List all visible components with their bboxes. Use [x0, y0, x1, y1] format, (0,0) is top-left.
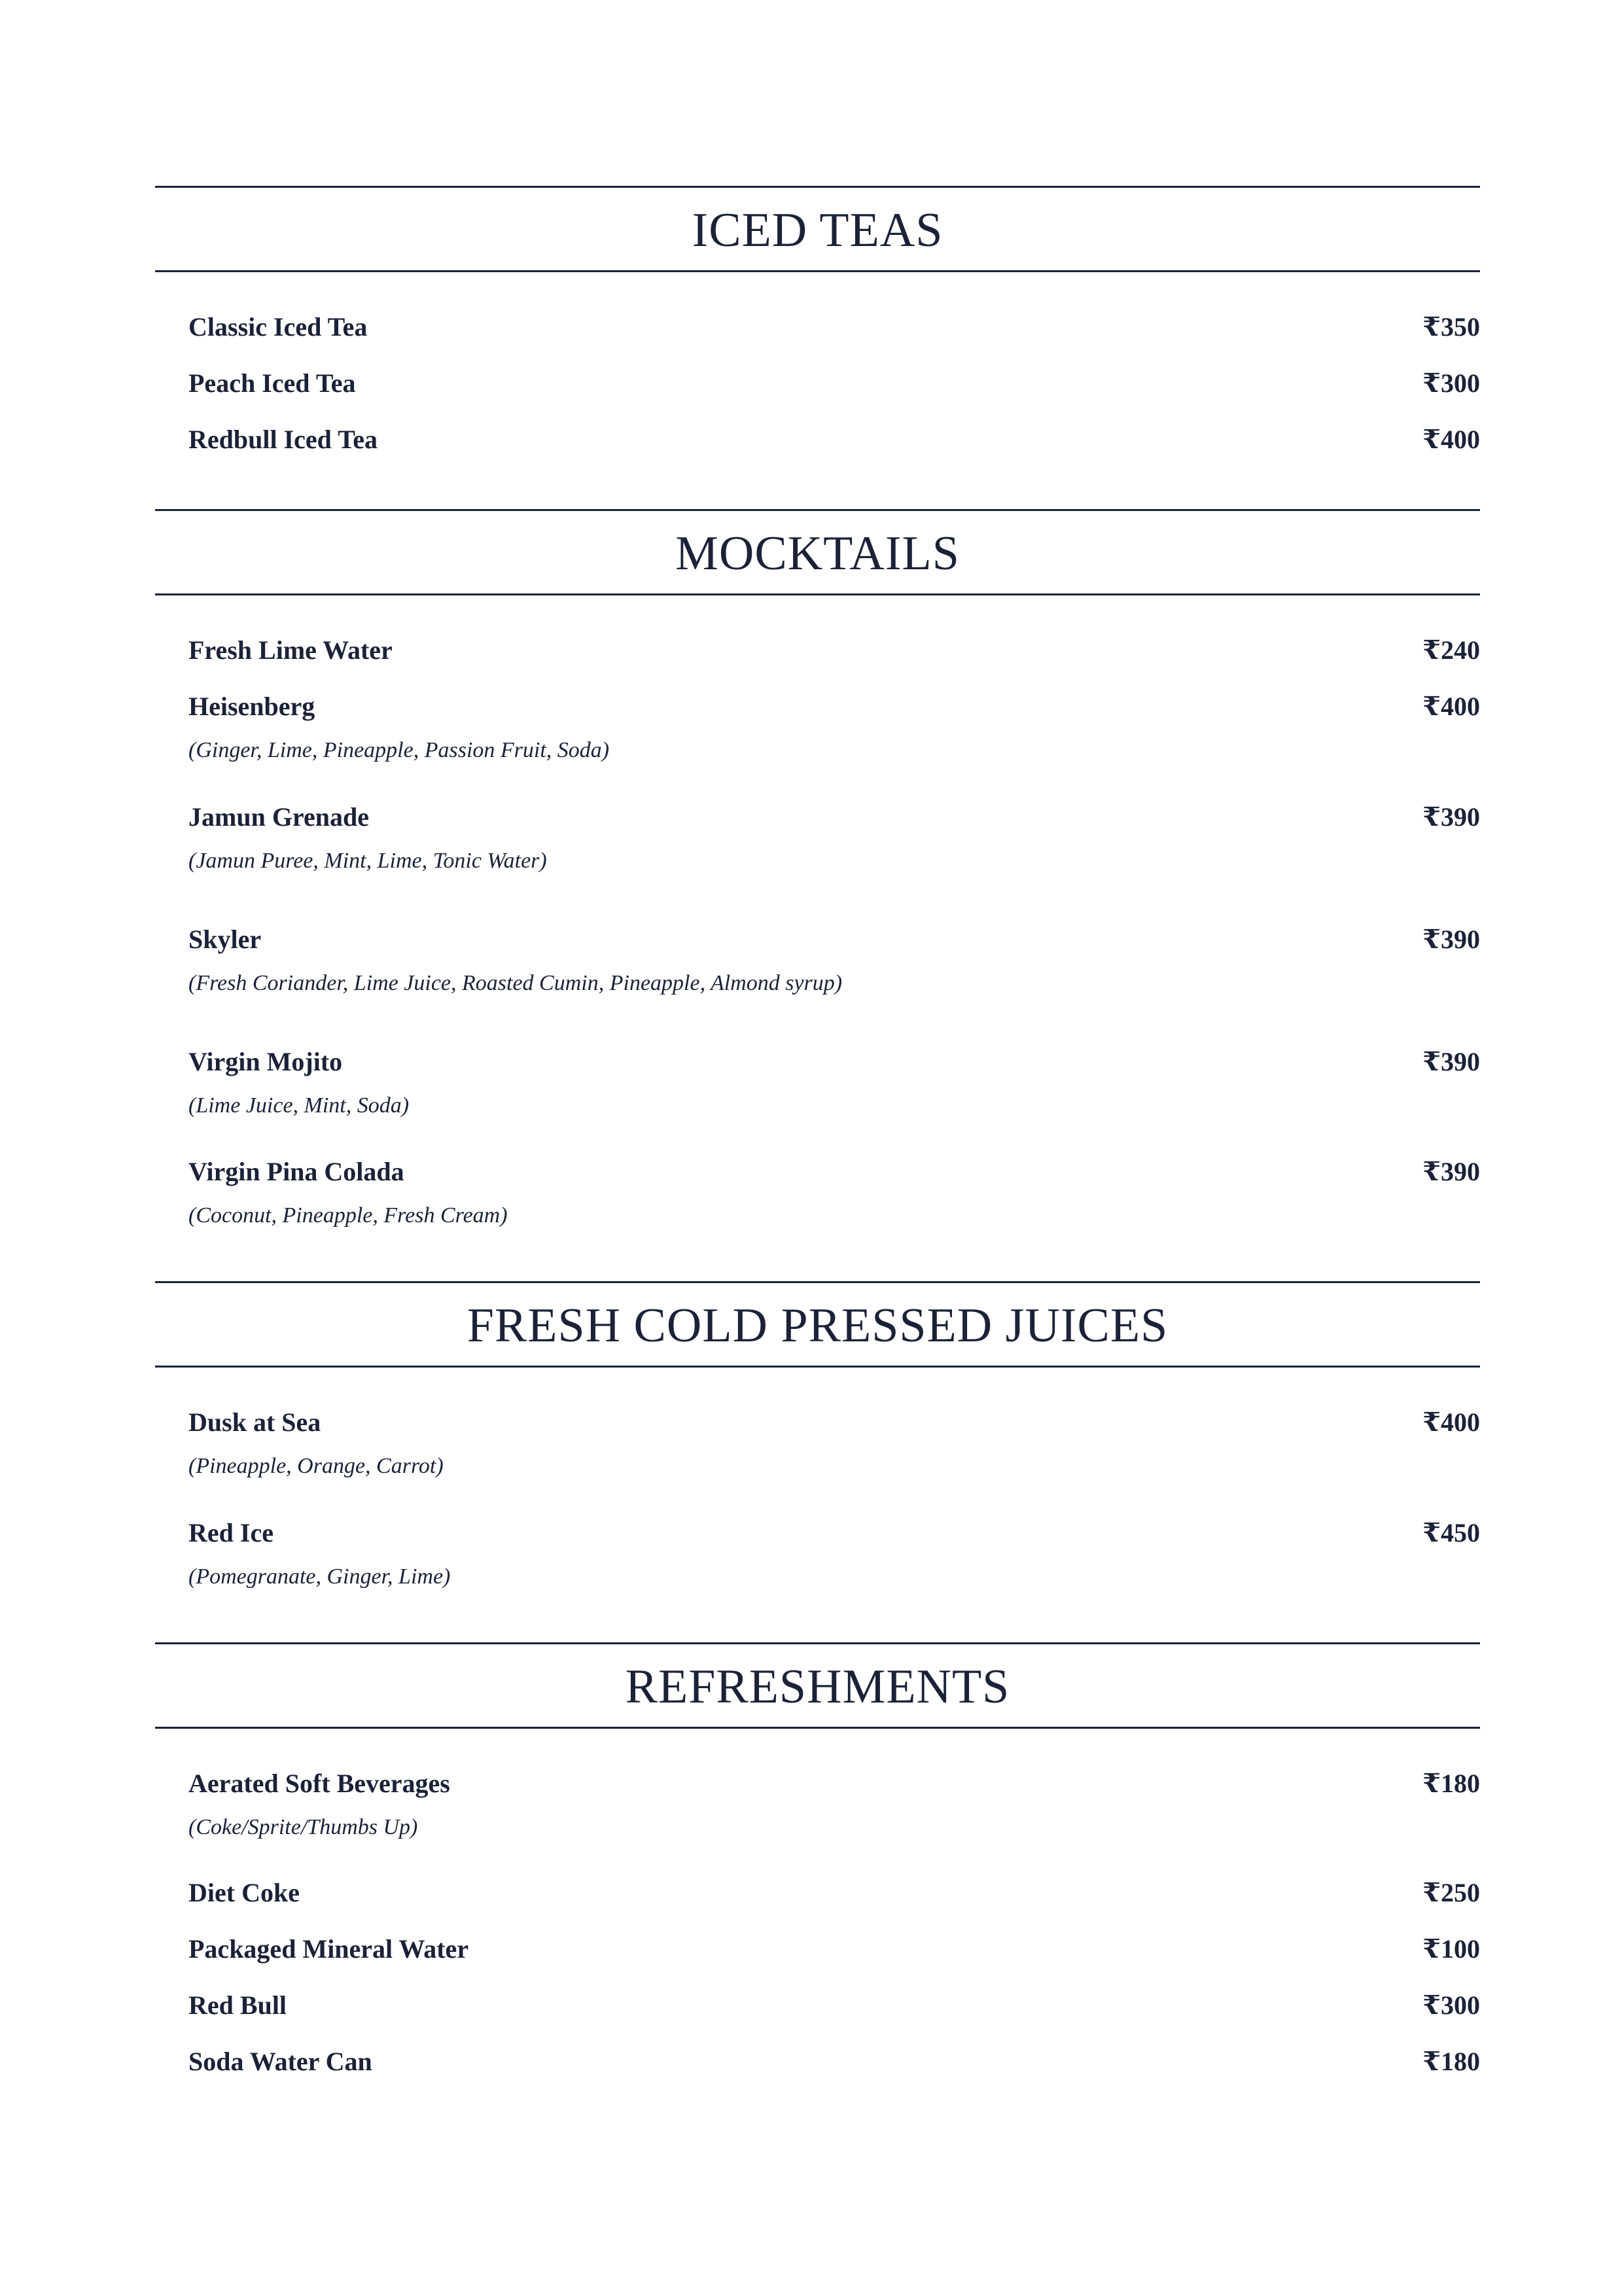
- menu-item-red-bull: [188, 1986, 1480, 2025]
- item-description: (Pineapple, Orange, Carrot): [188, 1454, 444, 1478]
- item-description: (Ginger, Lime, Pineapple, Passion Fruit, Soda): [188, 738, 610, 762]
- item-name: Redbull Iced Tea: [188, 425, 378, 454]
- item-name: Aerated Soft Beverages: [188, 1769, 450, 1798]
- item-price: ₹300: [1422, 1990, 1480, 2020]
- item-name: Red Bull: [188, 1990, 287, 2020]
- item-description: (Coke/Sprite/Thumbs Up): [188, 1815, 418, 1839]
- menu-item-soda-water-can: [188, 2042, 1480, 2081]
- section-header-refreshments: [155, 1642, 1480, 1729]
- item-price: ₹390: [1422, 925, 1480, 954]
- menu-item-heisenberg: [188, 687, 1480, 726]
- menu-item-skyler: [188, 920, 1480, 959]
- menu-item-diet-coke: [188, 1873, 1480, 1913]
- menu-item-redbull-iced-tea: [188, 420, 1480, 459]
- menu-item-packaged-mineral-water: [188, 1930, 1480, 1969]
- item-price: ₹180: [1422, 1769, 1480, 1798]
- item-price: ₹400: [1422, 1407, 1480, 1437]
- item-name: Soda Water Can: [188, 2047, 372, 2076]
- item-name: Packaged Mineral Water: [188, 1934, 469, 1964]
- item-name: Dusk at Sea: [188, 1407, 321, 1437]
- item-name: Heisenberg: [188, 692, 315, 721]
- menu-item-peach-iced-tea: [188, 364, 1480, 403]
- item-name: Diet Coke: [188, 1878, 300, 1907]
- menu-item-virgin-pina-colada: [188, 1152, 1480, 1192]
- item-name: Jamun Grenade: [188, 802, 369, 832]
- item-price: ₹300: [1422, 368, 1480, 398]
- section-header-mocktails: [155, 509, 1480, 595]
- menu-item-jamun-grenade: [188, 798, 1480, 837]
- item-price: ₹390: [1422, 1157, 1480, 1186]
- section-header-fresh-cold-pressed-juices: [155, 1281, 1480, 1368]
- section-title: ICED TEAS: [692, 203, 943, 257]
- item-price: ₹390: [1422, 802, 1480, 832]
- item-price: ₹100: [1422, 1934, 1480, 1964]
- item-name: Fresh Lime Water: [188, 635, 393, 665]
- item-price: ₹400: [1422, 425, 1480, 454]
- section-title: MOCKTAILS: [675, 527, 960, 580]
- item-name: Skyler: [188, 925, 262, 954]
- item-price: ₹400: [1422, 692, 1480, 721]
- section-title: REFRESHMENTS: [625, 1660, 1010, 1714]
- item-description: (Fresh Coriander, Lime Juice, Roasted Cumin, Pineapple, Almond syrup): [188, 971, 843, 995]
- item-description: (Coconut, Pineapple, Fresh Cream): [188, 1203, 508, 1227]
- menu-item-red-ice: [188, 1513, 1480, 1553]
- item-price: ₹240: [1422, 635, 1480, 665]
- section-header-iced-teas: [155, 186, 1480, 272]
- item-description: (Lime Juice, Mint, Soda): [188, 1093, 410, 1118]
- item-name: Classic Iced Tea: [188, 312, 368, 342]
- menu-item-classic-iced-tea: [188, 308, 1480, 347]
- section-title: FRESH COLD PRESSED JUICES: [467, 1299, 1169, 1352]
- menu-item-aerated-soft-beverages: [188, 1764, 1480, 1803]
- item-description: (Pomegranate, Ginger, Lime): [188, 1564, 451, 1589]
- item-price: ₹180: [1422, 2047, 1480, 2076]
- item-price: ₹250: [1422, 1878, 1480, 1907]
- item-name: Peach Iced Tea: [188, 368, 356, 398]
- item-name: Red Ice: [188, 1518, 273, 1547]
- item-description: (Jamun Puree, Mint, Lime, Tonic Water): [188, 849, 547, 873]
- item-name: Virgin Mojito: [188, 1047, 343, 1076]
- item-price: ₹350: [1422, 312, 1480, 342]
- menu-item-virgin-mojito: [188, 1042, 1480, 1082]
- menu-item-fresh-lime-water: [188, 631, 1480, 670]
- menu-item-dusk-at-sea: [188, 1403, 1480, 1442]
- item-price: ₹450: [1422, 1518, 1480, 1547]
- item-price: ₹390: [1422, 1047, 1480, 1076]
- item-name: Virgin Pina Colada: [188, 1157, 404, 1186]
